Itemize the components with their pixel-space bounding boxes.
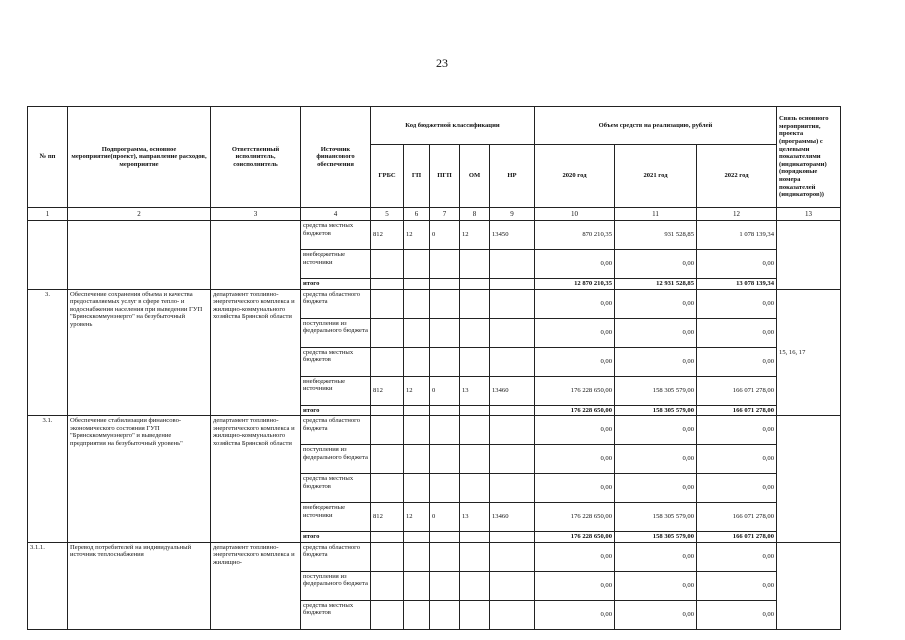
value-2020: 0,00 [535, 445, 615, 474]
empty-cell [404, 532, 430, 543]
code-om: 13 [460, 376, 490, 405]
code-pgp [430, 318, 460, 347]
header-grbs: ГРБС [371, 145, 404, 208]
header-no: № пп [28, 107, 68, 208]
colnum: 13 [777, 208, 841, 221]
code-grbs [371, 250, 404, 279]
code-np [490, 250, 535, 279]
colnum: 2 [68, 208, 211, 221]
header-2021: 2021 год [615, 145, 697, 208]
value-2022: 0,00 [697, 571, 777, 600]
value-2022: 0,00 [697, 250, 777, 279]
table-row [28, 221, 841, 250]
value-2022: 0,00 [697, 445, 777, 474]
total-2022: 166 071 278,00 [697, 405, 777, 416]
value-2022: 166 071 278,00 [697, 376, 777, 405]
total-2022: 13 078 139,34 [697, 279, 777, 290]
value-2020: 0,00 [535, 289, 615, 318]
code-om [460, 347, 490, 376]
funding-source: средства местных бюджетов [301, 600, 371, 629]
code-gp [404, 600, 430, 629]
code-gp [404, 571, 430, 600]
funding-source: поступления из федерального бюджета [301, 571, 371, 600]
empty-cell [460, 279, 490, 290]
funding-source: средства областного бюджета [301, 289, 371, 318]
code-om [460, 416, 490, 445]
code-grbs: 812 [371, 376, 404, 405]
empty-cell [371, 532, 404, 543]
column-number-row [28, 208, 841, 221]
code-om [460, 445, 490, 474]
empty-cell [490, 279, 535, 290]
colnum: 6 [404, 208, 430, 221]
colnum: 5 [371, 208, 404, 221]
code-grbs [371, 571, 404, 600]
colnum: 7 [430, 208, 460, 221]
header-kbk: Код бюджетной классификации [371, 107, 535, 145]
empty-cell [490, 405, 535, 416]
code-grbs: 812 [371, 503, 404, 532]
code-np [490, 289, 535, 318]
value-2021: 0,00 [615, 542, 697, 571]
total-2021: 158 305 579,00 [615, 405, 697, 416]
value-2022: 0,00 [697, 318, 777, 347]
code-grbs [371, 318, 404, 347]
code-np [490, 416, 535, 445]
empty-cell [430, 532, 460, 543]
code-grbs [371, 600, 404, 629]
value-2020: 0,00 [535, 542, 615, 571]
code-grbs: 812 [371, 221, 404, 250]
total-label: итого [301, 532, 371, 543]
value-2022: 1 078 139,34 [697, 221, 777, 250]
table-row [28, 289, 841, 318]
indicator-link [777, 221, 841, 290]
code-grbs [371, 347, 404, 376]
colnum: 11 [615, 208, 697, 221]
value-2021: 158 305 579,00 [615, 503, 697, 532]
row-number: 3.1. [28, 416, 68, 543]
total-2020: 176 228 650,00 [535, 532, 615, 543]
funding-source: поступления из федерального бюджета [301, 445, 371, 474]
executor: департамент топливно-энергетического комплекса и жилищно-коммунального хозяйства Брянской области [211, 416, 301, 543]
value-2020: 176 228 650,00 [535, 503, 615, 532]
table-body [28, 208, 841, 630]
row-number: 3. [28, 289, 68, 416]
value-2022: 0,00 [697, 289, 777, 318]
header-2020: 2020 год [535, 145, 615, 208]
row-number: 3.1.1. [28, 542, 68, 629]
colnum: 12 [697, 208, 777, 221]
indicator-link [777, 542, 841, 629]
code-grbs [371, 474, 404, 503]
code-gp [404, 347, 430, 376]
header-2022: 2022 год [697, 145, 777, 208]
table-header [28, 107, 841, 208]
code-om [460, 250, 490, 279]
total-2020: 12 870 210,35 [535, 279, 615, 290]
code-gp [404, 474, 430, 503]
colnum: 9 [490, 208, 535, 221]
header-np: НР [490, 145, 535, 208]
page-number: 23 [436, 56, 448, 70]
code-pgp [430, 474, 460, 503]
value-2022: 0,00 [697, 600, 777, 629]
code-np [490, 571, 535, 600]
header-executor: Ответственный исполнитель, соисполнитель [211, 107, 301, 208]
empty-cell [430, 405, 460, 416]
code-np: 13460 [490, 376, 535, 405]
value-2021: 0,00 [615, 445, 697, 474]
funding-source: внебюджетные источники [301, 250, 371, 279]
total-2020: 176 228 650,00 [535, 405, 615, 416]
activity-name [68, 221, 211, 290]
total-2021: 12 931 528,85 [615, 279, 697, 290]
code-gp [404, 289, 430, 318]
total-label: итого [301, 279, 371, 290]
activity-name: Обеспечение стабилизации финансово-экономического состояния ГУП "Брянсккоммунэнерго" и выведение предприятия на безубыточный уровень" [68, 416, 211, 543]
total-2022: 166 071 278,00 [697, 532, 777, 543]
header-subprogram: Подпрограмма, основное мероприятие(проект), направление расходов, мероприятие [68, 107, 211, 208]
code-gp: 12 [404, 221, 430, 250]
code-om [460, 289, 490, 318]
activity-name: Перевод потребителей на индивидуальный источник теплоснабжения [68, 542, 211, 629]
code-np [490, 542, 535, 571]
empty-cell [490, 532, 535, 543]
code-om [460, 571, 490, 600]
value-2020: 0,00 [535, 474, 615, 503]
empty-cell [460, 532, 490, 543]
code-om [460, 318, 490, 347]
code-gp [404, 445, 430, 474]
funding-source: поступления из федерального бюджета [301, 318, 371, 347]
code-grbs [371, 289, 404, 318]
funding-source: средства местных бюджетов [301, 347, 371, 376]
funding-source: внебюджетные источники [301, 376, 371, 405]
value-2020: 0,00 [535, 416, 615, 445]
code-grbs [371, 445, 404, 474]
code-grbs [371, 542, 404, 571]
code-pgp [430, 416, 460, 445]
value-2021: 158 305 579,00 [615, 376, 697, 405]
value-2022: 0,00 [697, 347, 777, 376]
budget-table [27, 106, 841, 630]
colnum: 4 [301, 208, 371, 221]
colnum: 10 [535, 208, 615, 221]
code-np [490, 600, 535, 629]
total-label: итого [301, 405, 371, 416]
value-2020: 0,00 [535, 571, 615, 600]
value-2022: 0,00 [697, 416, 777, 445]
funding-source: средства местных бюджетов [301, 474, 371, 503]
code-gp [404, 542, 430, 571]
code-pgp: 0 [430, 503, 460, 532]
code-gp [404, 416, 430, 445]
value-2020: 870 210,35 [535, 221, 615, 250]
value-2021: 0,00 [615, 474, 697, 503]
value-2022: 166 071 278,00 [697, 503, 777, 532]
code-gp: 12 [404, 503, 430, 532]
code-pgp [430, 600, 460, 629]
colnum: 1 [28, 208, 68, 221]
header-gp: ГП [404, 145, 430, 208]
table-row [28, 416, 841, 445]
empty-cell [460, 405, 490, 416]
value-2021: 0,00 [615, 600, 697, 629]
empty-cell [371, 405, 404, 416]
code-pgp: 0 [430, 376, 460, 405]
code-pgp [430, 250, 460, 279]
code-om: 13 [460, 503, 490, 532]
header-link: Связь основного мероприятия, проекта (программы) с целевыми показателями (индикаторами) (порядковые номера показателей (индикаторов)) [777, 107, 841, 208]
row-number [28, 221, 68, 290]
total-2021: 158 305 579,00 [615, 532, 697, 543]
code-np [490, 474, 535, 503]
code-om: 12 [460, 221, 490, 250]
executor [211, 221, 301, 290]
indicator-link: 15, 16, 17 [777, 289, 841, 416]
value-2021: 0,00 [615, 347, 697, 376]
value-2021: 0,00 [615, 416, 697, 445]
code-om [460, 474, 490, 503]
code-pgp [430, 445, 460, 474]
value-2021: 0,00 [615, 318, 697, 347]
value-2020: 0,00 [535, 250, 615, 279]
empty-cell [430, 279, 460, 290]
code-np [490, 318, 535, 347]
table-row [28, 542, 841, 571]
code-gp [404, 318, 430, 347]
value-2021: 0,00 [615, 571, 697, 600]
funding-source: средства областного бюджета [301, 416, 371, 445]
funding-source: средства областного бюджета [301, 542, 371, 571]
empty-cell [371, 279, 404, 290]
value-2020: 0,00 [535, 347, 615, 376]
empty-cell [404, 279, 430, 290]
value-2021: 931 528,85 [615, 221, 697, 250]
header-volume: Объем средств на реализацию, рублей [535, 107, 777, 145]
empty-cell [404, 405, 430, 416]
code-pgp [430, 571, 460, 600]
indicator-link [777, 416, 841, 543]
code-pgp [430, 542, 460, 571]
value-2021: 0,00 [615, 250, 697, 279]
header-source: Источник финансового обеспечения [301, 107, 371, 208]
executor: департамент топливно-энергетического комплекса и жилищно-коммунального хозяйства Брянской области [211, 289, 301, 416]
value-2020: 0,00 [535, 600, 615, 629]
funding-source: средства местных бюджетов [301, 221, 371, 250]
header-pgp: ПГП [430, 145, 460, 208]
value-2022: 0,00 [697, 474, 777, 503]
code-np [490, 445, 535, 474]
value-2021: 0,00 [615, 289, 697, 318]
header-om: ОМ [460, 145, 490, 208]
code-gp: 12 [404, 376, 430, 405]
value-2022: 0,00 [697, 542, 777, 571]
code-pgp [430, 289, 460, 318]
code-pgp [430, 347, 460, 376]
code-np [490, 347, 535, 376]
code-om [460, 600, 490, 629]
code-gp [404, 250, 430, 279]
value-2020: 176 228 650,00 [535, 376, 615, 405]
code-om [460, 542, 490, 571]
code-np: 13460 [490, 503, 535, 532]
executor: департамент топливно-энергетического комплекса и жилищно- [211, 542, 301, 629]
colnum: 3 [211, 208, 301, 221]
code-pgp: 0 [430, 221, 460, 250]
activity-name: Обеспечение сохранения объема и качества предоставляемых услуг в сфере тепло- и водоснабжения населения при выведении ГУП "Брянсккоммунэнерго" на безубыточный уровень [68, 289, 211, 416]
code-np: 13450 [490, 221, 535, 250]
colnum: 8 [460, 208, 490, 221]
value-2020: 0,00 [535, 318, 615, 347]
code-grbs [371, 416, 404, 445]
funding-source: внебюджетные источники [301, 503, 371, 532]
